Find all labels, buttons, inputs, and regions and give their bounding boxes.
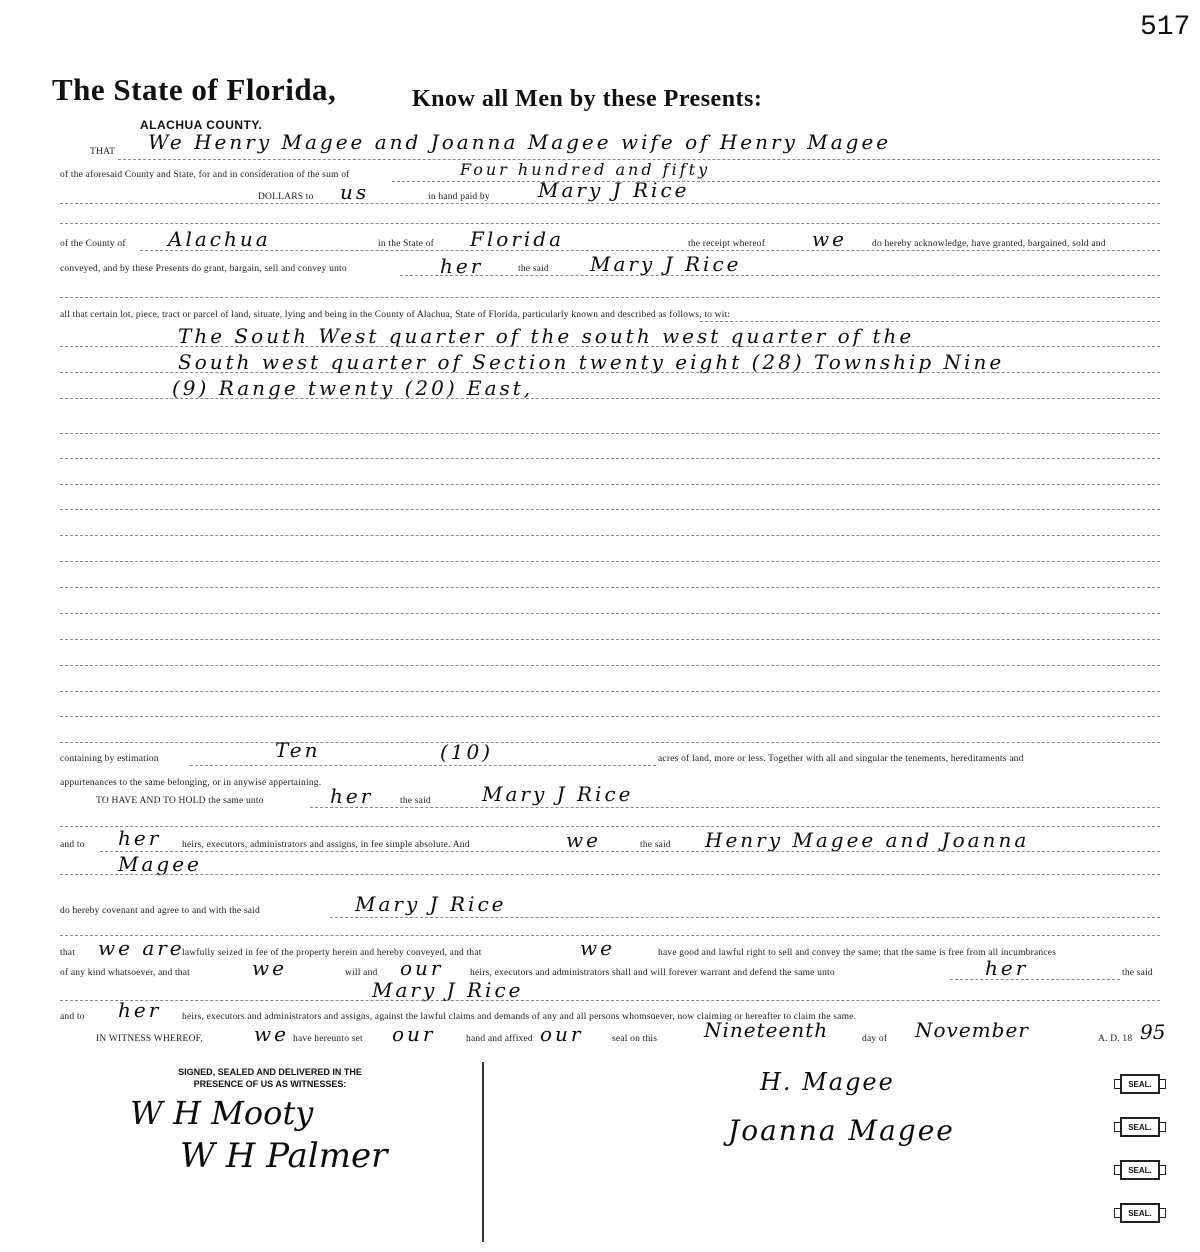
rule-line (700, 321, 1160, 322)
rule-line (60, 742, 1160, 743)
receipt-value: we (812, 227, 847, 251)
anykind-we: we (252, 956, 287, 980)
seized-value: we are (98, 936, 185, 960)
rule-line (60, 1000, 1160, 1001)
warrant-text: heirs, executors and administrators shall and will forever warrant and defend the same unto (470, 968, 835, 978)
witness-signature: W H Palmer (180, 1136, 388, 1176)
consideration-amount: Four hundred and fifty (460, 160, 711, 179)
state-value: Florida (470, 227, 564, 251)
acres-text: acres of land, more or less. Together with all and singular the tenements, hereditaments and (658, 754, 1024, 764)
rule-line (60, 535, 1160, 536)
rule-line (60, 561, 1160, 562)
rule-line (60, 297, 1160, 298)
witness-signature: W H Mooty (130, 1094, 314, 1132)
county-heading: ALACHUA COUNTY. (140, 118, 263, 132)
convey-label: conveyed, and by these Presents do grant, bargain, sell and convey unto (60, 264, 347, 274)
lot-intro-text: all that certain lot, piece, tract or parcel of land, situate, lying and being in the County of Alachua, State of Florida, particularly known and described as follows, to wit: (60, 310, 731, 320)
rule-line (190, 765, 656, 766)
rule-line (60, 691, 1160, 692)
lawful-claims-text: heirs, executors and administrators and assigns, against the lawful claims and demands of any and all persons whomsoever, now claiming or hereafter to claim the same. (182, 1012, 857, 1022)
grantee-value: Mary J Rice (590, 252, 742, 276)
will-and-text: will and (345, 968, 378, 978)
acres-number: (10) (440, 740, 494, 764)
rule-line (60, 874, 1160, 875)
rule-line (330, 917, 1160, 918)
hereunto-text: have hereunto set (293, 1034, 363, 1044)
witness-we: we (254, 1022, 289, 1046)
seal-box: SEAL. (1120, 1074, 1160, 1094)
ad-text: A. D. 18 (1098, 1034, 1133, 1044)
rule-line (60, 458, 1160, 459)
seal-text: seal on this (612, 1034, 658, 1044)
rule-line (392, 181, 1160, 182)
habendum-value: her (330, 784, 374, 808)
rule-line (60, 372, 1160, 373)
seal-box: SEAL. (1120, 1203, 1160, 1223)
covenant-label: do hereby covenant and agree to and with the said (60, 906, 260, 916)
and-to-value-2: her (118, 998, 162, 1022)
legal-description-line: The South West quarter of the south west quarter of the (178, 324, 915, 348)
hand-text: hand and affixed (466, 1034, 533, 1044)
appurtenances-text: appurtenances to the same belonging, or in anywise appertaining. (60, 778, 322, 788)
acknowledge-text: do hereby acknowledge, have granted, bargained, sold and (872, 239, 1106, 249)
grantor-signature: H. Magee (760, 1068, 895, 1096)
heirs-said: the said (640, 840, 671, 850)
and-to-label-2: and to (60, 1012, 85, 1022)
acres-word: Ten (275, 738, 321, 762)
rule-line (140, 250, 1160, 251)
warrant-grantee: Mary J Rice (372, 978, 524, 1002)
county-of-label: of the County of (60, 239, 126, 249)
day-value: Nineteenth (704, 1018, 829, 1042)
year-value: 95 (1140, 1020, 1166, 1044)
and-to-value: her (118, 826, 162, 850)
seal-our: our (540, 1022, 584, 1046)
rule-line (60, 223, 1160, 224)
heirs-text: heirs, executors, administrators and assigns, in fee simple absolute. And (182, 840, 470, 850)
legal-description-line: (9) Range twenty (20) East, (172, 376, 534, 400)
habendum-label: TO HAVE AND TO HOLD the same unto (96, 796, 264, 806)
rule-line (60, 203, 1160, 204)
county-value: Alachua (168, 227, 271, 251)
consideration-label: of the aforesaid County and State, for and in consideration of the sum of (60, 170, 350, 180)
that-label: THAT (90, 147, 116, 157)
rule-line (60, 509, 1160, 510)
grantors-second: Henry Magee and Joanna (705, 828, 1030, 852)
rule-line (60, 346, 1160, 347)
our-value: our (400, 956, 444, 980)
dollars-to-value: us (340, 180, 370, 204)
grantor-signature: Joanna Magee (728, 1114, 955, 1147)
seized-text-2: have good and lawful right to sell and convey the same; that the same is free from all incumbrances (658, 948, 1057, 958)
legal-description-line: South west quarter of Section twenty eight (28) Township Nine (178, 350, 1005, 374)
habendum-said: the said (400, 796, 431, 806)
seized-we: we (580, 936, 615, 960)
that-label-2: that (60, 948, 76, 958)
habendum-grantee: Mary J Rice (482, 782, 634, 806)
rule-line (60, 826, 1160, 827)
seal-box: SEAL. (1120, 1160, 1160, 1180)
hand-paid-label: in hand paid by (428, 192, 490, 202)
state-title: The State of Florida, (52, 72, 337, 107)
dollars-to-label: DOLLARS to (258, 192, 314, 202)
warrant-said: the said (1122, 968, 1153, 978)
rule-line (310, 807, 1160, 808)
rule-line (60, 716, 1160, 717)
rule-line (950, 979, 1120, 980)
presents-heading: Know all Men by these Presents: (412, 86, 763, 112)
day-of-label: day of (862, 1034, 888, 1044)
and-to-label: and to (60, 840, 85, 850)
rule-line (400, 275, 1160, 276)
containing-label: containing by estimation (60, 754, 159, 764)
rule-line (60, 587, 1160, 588)
witnesses-heading: SIGNED, SEALED AND DELIVERED IN THE PRESENCE OF US AS WITNESSES: (178, 1067, 362, 1089)
rule-line (60, 665, 1160, 666)
heirs-we: we (566, 828, 601, 852)
anykind-text: of any kind whatsoever, and that (60, 968, 191, 978)
month-value: November (915, 1018, 1029, 1042)
rule-line (60, 398, 1160, 399)
seized-text: lawfully seized in fee of the property herein and hereby conveyed, and that (182, 948, 482, 958)
rule-line (60, 433, 1160, 434)
warrant-value: her (985, 956, 1029, 980)
state-of-label: in the State of (378, 239, 435, 249)
the-said-label: the said (518, 264, 549, 274)
paid-by-value: Mary J Rice (538, 178, 690, 202)
divider-line (482, 1062, 484, 1242)
seal-box: SEAL. (1120, 1117, 1160, 1137)
receipt-label: the receipt whereof (688, 239, 766, 249)
rule-line (60, 613, 1160, 614)
rule-line (60, 484, 1160, 485)
rule-line (60, 639, 1160, 640)
grantors-second-cont: Magee (118, 852, 202, 876)
grantors-handwritten: We Henry Magee and Joanna Magee wife of Henry Magee (148, 130, 892, 154)
hand-our: our (392, 1022, 436, 1046)
covenant-value: Mary J Rice (355, 892, 507, 916)
convey-value: her (440, 254, 484, 278)
rule-line (100, 851, 1160, 852)
page-number: 517 (1140, 12, 1191, 43)
witness-whereof-label: IN WITNESS WHEREOF, (96, 1034, 203, 1044)
